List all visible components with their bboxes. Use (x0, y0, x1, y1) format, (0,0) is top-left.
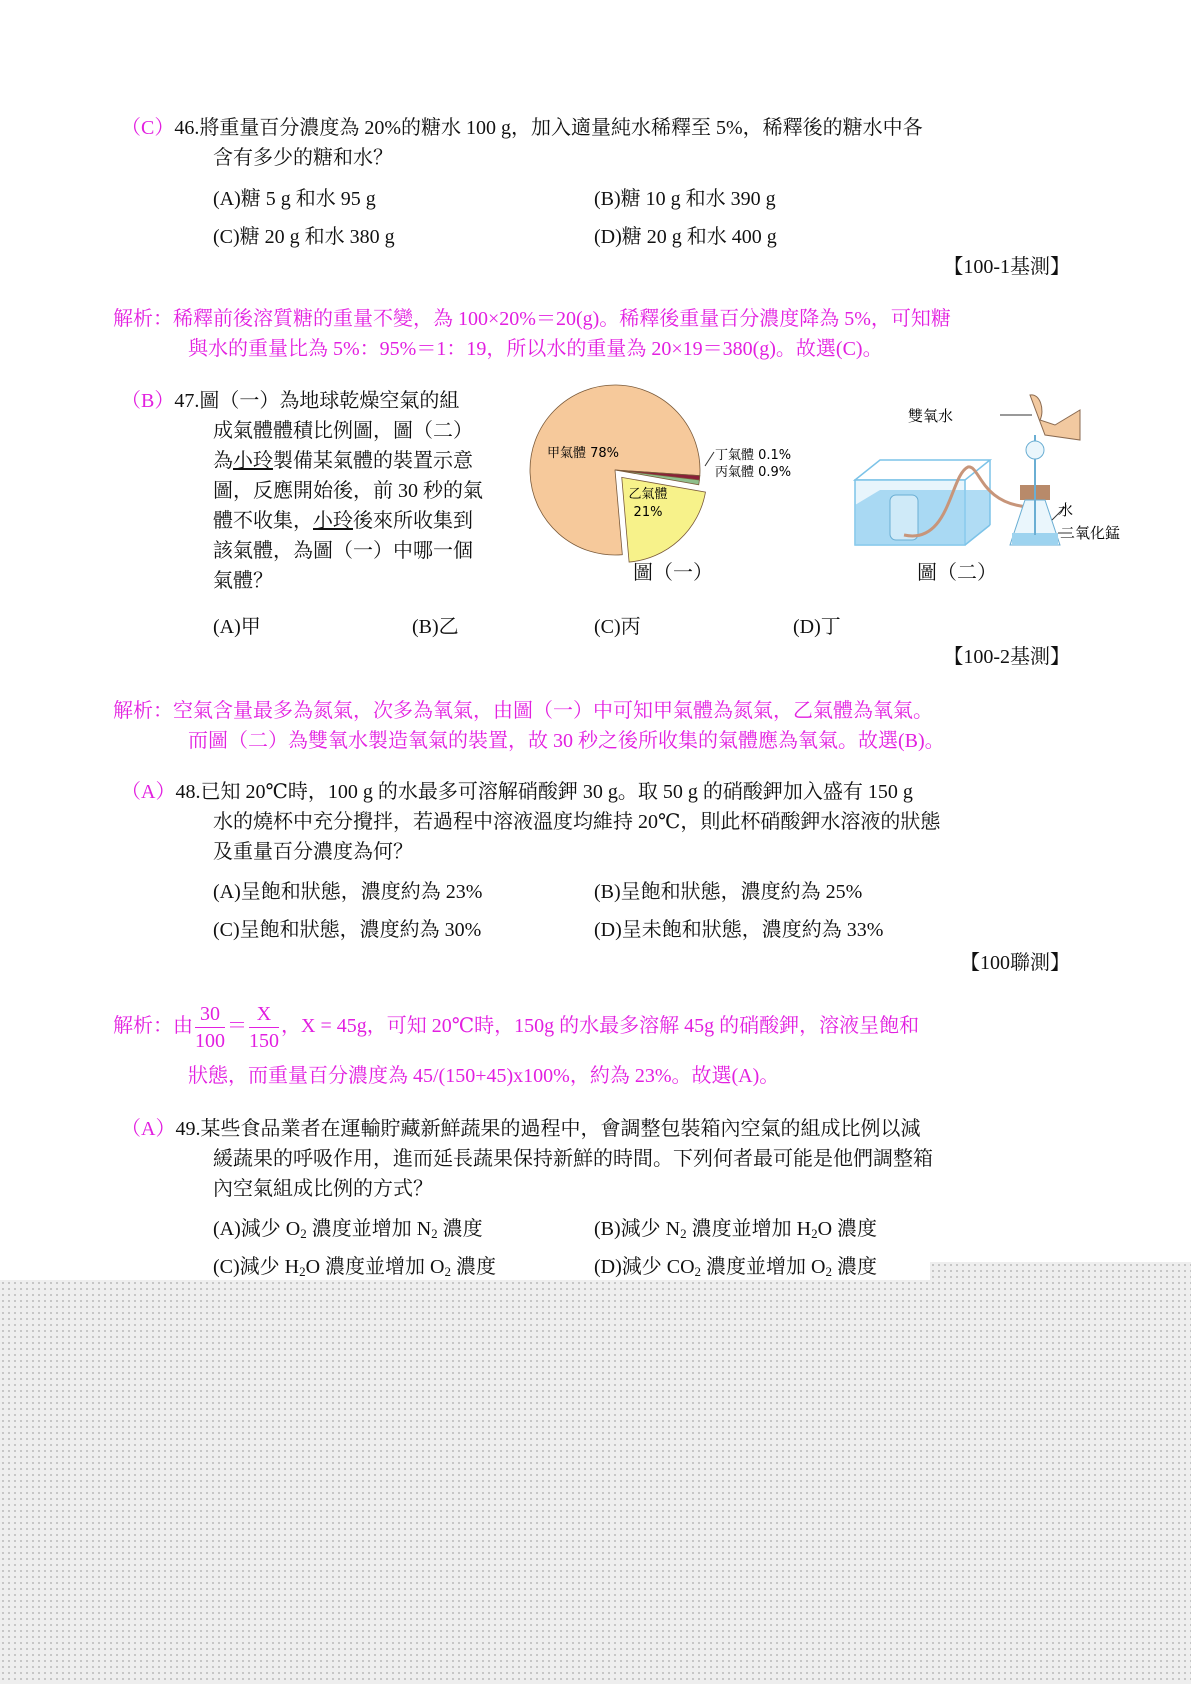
analysis-text: 解析：空氣含量最多為氮氣，次多為氧氣，由圖（一）中可知甲氣體為氮氣，乙氣體為氧氣。 (113, 700, 933, 722)
source-label: 【100-2基測】 (943, 646, 1070, 668)
figure-2-apparatus (840, 395, 1121, 560)
source-label: 【100聯測】 (960, 952, 1070, 974)
option-a: (A)呈飽和狀態，濃度約為 23% (213, 881, 483, 903)
question-number: 49. (175, 1118, 201, 1140)
question-text: 圖（一）為地球乾燥空氣的組 (199, 390, 460, 412)
analysis-text: 狀態，而重量百分濃度為 45/(150+45)x100%，約為 23%。故選(A)。 (188, 1065, 780, 1087)
pie-label-3: 丁氣體 0.1% (715, 448, 792, 463)
fraction (249, 1001, 279, 1054)
question-number: 47. (174, 390, 200, 412)
option-b: (B)乙 (412, 616, 459, 638)
question-text: 水的燒杯中充分攪拌，若過程中溶液溫度均維持 20℃，則此杯硝酸鉀水溶液的狀態 (213, 811, 941, 833)
option-b: (B)減少 $N_2$ 濃度並增加 $H_2O$ 濃度 (594, 1218, 878, 1241)
question-text: 緩蔬果的呼吸作用，進而延長蔬果保持新鮮的時間。下列何者最可能是他們調整箱 (213, 1148, 933, 1170)
question-text: 氣體？ (213, 570, 273, 592)
analysis-text: 與水的重量比為 5%：95%＝1：19，所以水的重量為 20×19＝380(g)。故選(C)。 (188, 338, 883, 360)
option-d: (D)減少 $CO_2$ 濃度並增加 $O_2$ 濃度 (594, 1256, 877, 1279)
text: 解析：由 (113, 1015, 193, 1038)
text: 為 (213, 450, 233, 472)
equals: ＝ (227, 1015, 247, 1038)
label-manganese-dioxide: 二氧化錳 (1060, 524, 1121, 542)
flask (1010, 435, 1060, 545)
question-text: 已知 20℃時，100 g 的水最多可溶解硝酸鉀 30 g。取 50 g 的硝酸鉀加入盛有 150 g (200, 781, 913, 803)
option-d: (D)丁 (793, 616, 841, 638)
option-c: (C)丙 (594, 616, 641, 638)
label-hydrogen-peroxide: 雙氧水 (908, 407, 954, 425)
text: 體不收集， (213, 510, 313, 532)
figure-2-caption: 圖（二） (917, 562, 997, 584)
question-number: 48. (175, 781, 201, 803)
option-b: (B)呈飽和狀態，濃度約為 25% (594, 881, 863, 903)
leader-line (705, 452, 714, 466)
answer: B (141, 390, 155, 412)
figure-1-caption: 圖（一） (633, 562, 713, 584)
fraction (195, 1001, 225, 1054)
question-text: 某些食品業者在運輸貯藏新鮮蔬果的過程中，會調整包裝箱內空氣的組成比例以減 (200, 1118, 921, 1140)
pie-label-2: 丙氣體 0.9% (715, 465, 792, 480)
analysis-text (113, 1001, 919, 1054)
question-text: 及重量百分濃度為何？ (213, 841, 413, 863)
text: 製備某氣體的裝置示意 (273, 450, 473, 472)
analysis-text: 而圖（二）為雙氧水製造氧氣的裝置，故 30 秒之後所收集的氣體應為氧氣。故選(B)。 (188, 730, 945, 752)
question-46: （C）46.將重量百分濃度為 20%的糖水 100 g，加入適量純水稀釋至 5%，稀釋後的糖水中各 (121, 117, 923, 139)
denominator: 100 (195, 1030, 225, 1052)
question-text: 該氣體，為圖（一）中哪一個 (213, 540, 473, 562)
option-a: (A)甲 (213, 616, 261, 638)
question-47: （B）47.圖（一）為地球乾燥空氣的組 (121, 390, 460, 412)
question-text: 圖，反應開始後，前 30 秒的氣 (213, 480, 483, 502)
analysis-text: 解析：稀釋前後溶質糖的重量不變，為 100×20%＝20(g)。稀釋後重量百分濃度降為 5%，可知糖 (113, 308, 951, 330)
question-text: 內空氣組成比例的方式？ (213, 1178, 433, 1200)
label-water: 水 (1058, 501, 1074, 519)
option-c: (C)減少 $H_2O$ 濃度並增加 $O_2$ 濃度 (213, 1256, 496, 1279)
answer: A (141, 781, 156, 803)
answer: A (141, 1118, 156, 1140)
figure-1-pie-chart (540, 390, 840, 565)
pie-value-1: 21% (633, 505, 663, 520)
question-number: 46. (174, 117, 200, 139)
question-text (213, 508, 473, 534)
option-c: (C)呈飽和狀態，濃度約為 30% (213, 919, 482, 941)
question-text: 成氣體體積比例圖，圖（二） (213, 420, 473, 442)
numerator: X (249, 1001, 279, 1028)
pie-label-0: 甲氣體 78% (546, 446, 620, 461)
pie-label-1: 乙氣體 (628, 487, 668, 502)
question-text (213, 448, 473, 474)
name: 小玲 (233, 450, 273, 472)
source-label: 【100-1基測】 (943, 256, 1070, 278)
text: 後來所收集到 (353, 510, 473, 532)
option-b: (B)糖 10 g 和水 390 g (594, 188, 776, 210)
collecting-bottle (890, 495, 918, 540)
option-a: (A)減少 $O_2$ 濃度並增加 $N_2$ 濃度 (213, 1218, 483, 1241)
denominator: 150 (249, 1030, 279, 1052)
hand (1030, 395, 1080, 440)
option-c: (C)糖 20 g 和水 380 g (213, 226, 395, 248)
question-text: 含有多少的糖和水？ (213, 147, 393, 169)
option-d: (D)糖 20 g 和水 400 g (594, 226, 777, 248)
text: ，X = 45g，可知 20℃時，150g 的水最多溶解 45g 的硝酸鉀，溶液呈飽和 (281, 1015, 920, 1038)
question-49: （A）49.某些食品業者在運輸貯藏新鮮蔬果的過程中，會調整包裝箱內空氣的組成比例以減 (121, 1118, 921, 1140)
answer: C (141, 117, 155, 139)
question-text: 將重量百分濃度為 20%的糖水 100 g，加入適量純水稀釋至 5%，稀釋後的糖水中各 (199, 117, 923, 139)
name: 小玲 (313, 510, 353, 532)
option-d: (D)呈未飽和狀態，濃度約為 33% (594, 919, 884, 941)
numerator: 30 (195, 1001, 225, 1028)
dotted-overlay (930, 1262, 1191, 1280)
option-a: (A)糖 5 g 和水 95 g (213, 188, 376, 210)
question-48: （A）48.已知 20℃時，100 g 的水最多可溶解硝酸鉀 30 g。取 50 g 的硝酸鉀加入盛有 150 g (121, 781, 913, 803)
dotted-overlay (0, 1280, 1191, 1684)
water-tank (855, 460, 990, 545)
